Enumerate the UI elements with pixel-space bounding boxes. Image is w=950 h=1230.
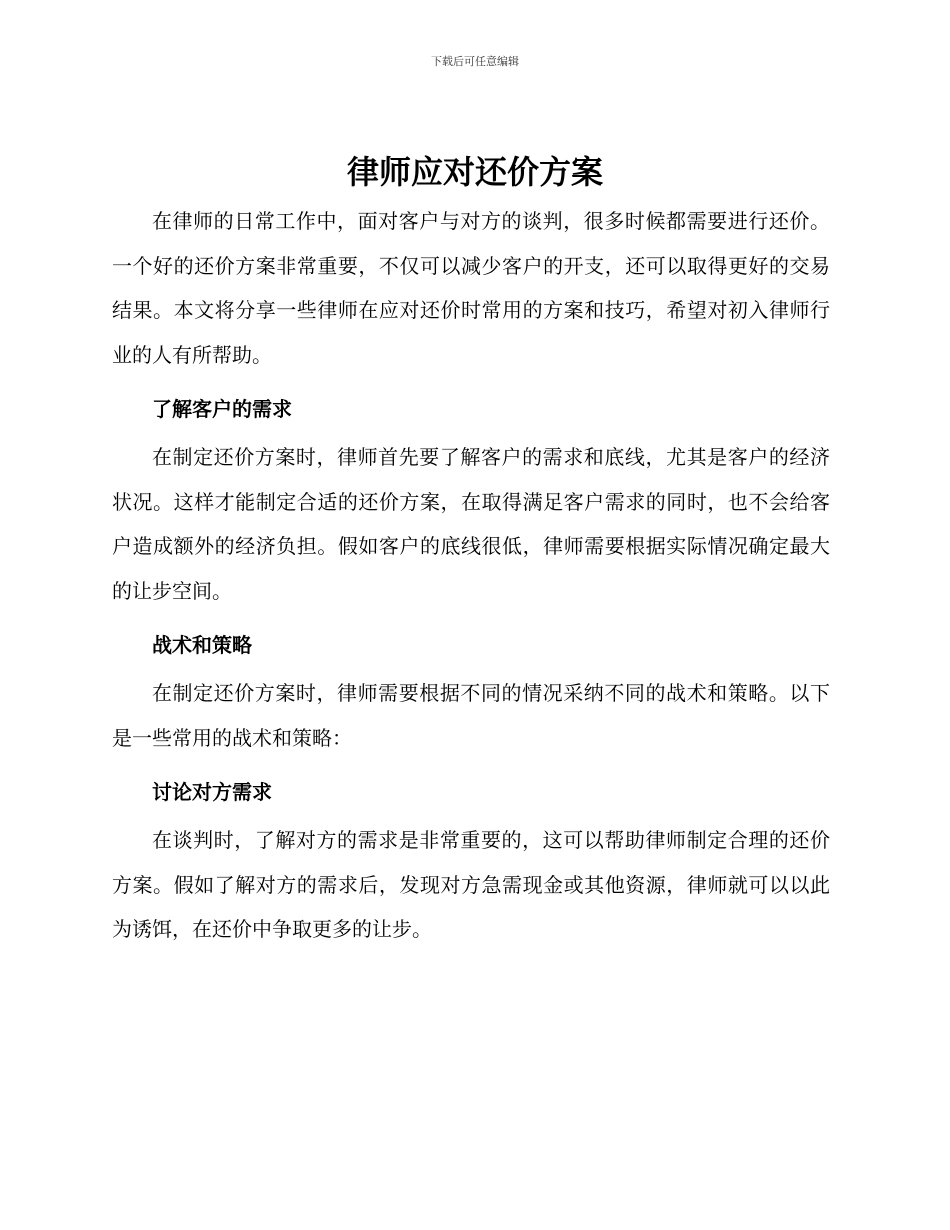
section-paragraph-discuss-needs: 在谈判时，了解对方的需求是非常重要的，这可以帮助律师制定合理的还价方案。假如了解对方的需求后，发现对方急需现金或其他资源，律师就可以以此为诱饵，在还价中争取更多的让步。 bbox=[112, 828, 830, 941]
page-header-note: 下载后可任意编辑 bbox=[431, 55, 519, 68]
section-heading-client-needs: 了解客户的需求 bbox=[152, 397, 292, 421]
section-paragraph-tactics: 在制定还价方案时，律师需要根据不同的情况采纳不同的战术和策略。以下是一些常用的战术和策略： bbox=[112, 681, 830, 750]
section-heading-tactics: 战术和策略 bbox=[152, 633, 252, 657]
document-title: 律师应对还价方案 bbox=[346, 153, 603, 191]
intro-paragraph: 在律师的日常工作中，面对客户与对方的谈判，很多时候都需要进行还价。一个好的还价方案非常重要，不仅可以减少客户的开支，还可以取得更好的交易结果。本文将分享一些律师在应对还价时常用的方案和技巧，希望对初入律师行业的人有所帮助。 bbox=[112, 209, 830, 367]
section-heading-discuss-needs: 讨论对方需求 bbox=[152, 780, 272, 804]
section-paragraph-client-needs: 在制定还价方案时，律师首先要了解客户的需求和底线，尤其是客户的经济状况。这样才能制定合适的还价方案，在取得满足客户需求的同时，也不会给客户造成额外的经济负担。假如客户的底线很低，律师需要根据实际情况确定最大的让步空间。 bbox=[112, 445, 830, 603]
document-body bbox=[112, 199, 830, 952]
